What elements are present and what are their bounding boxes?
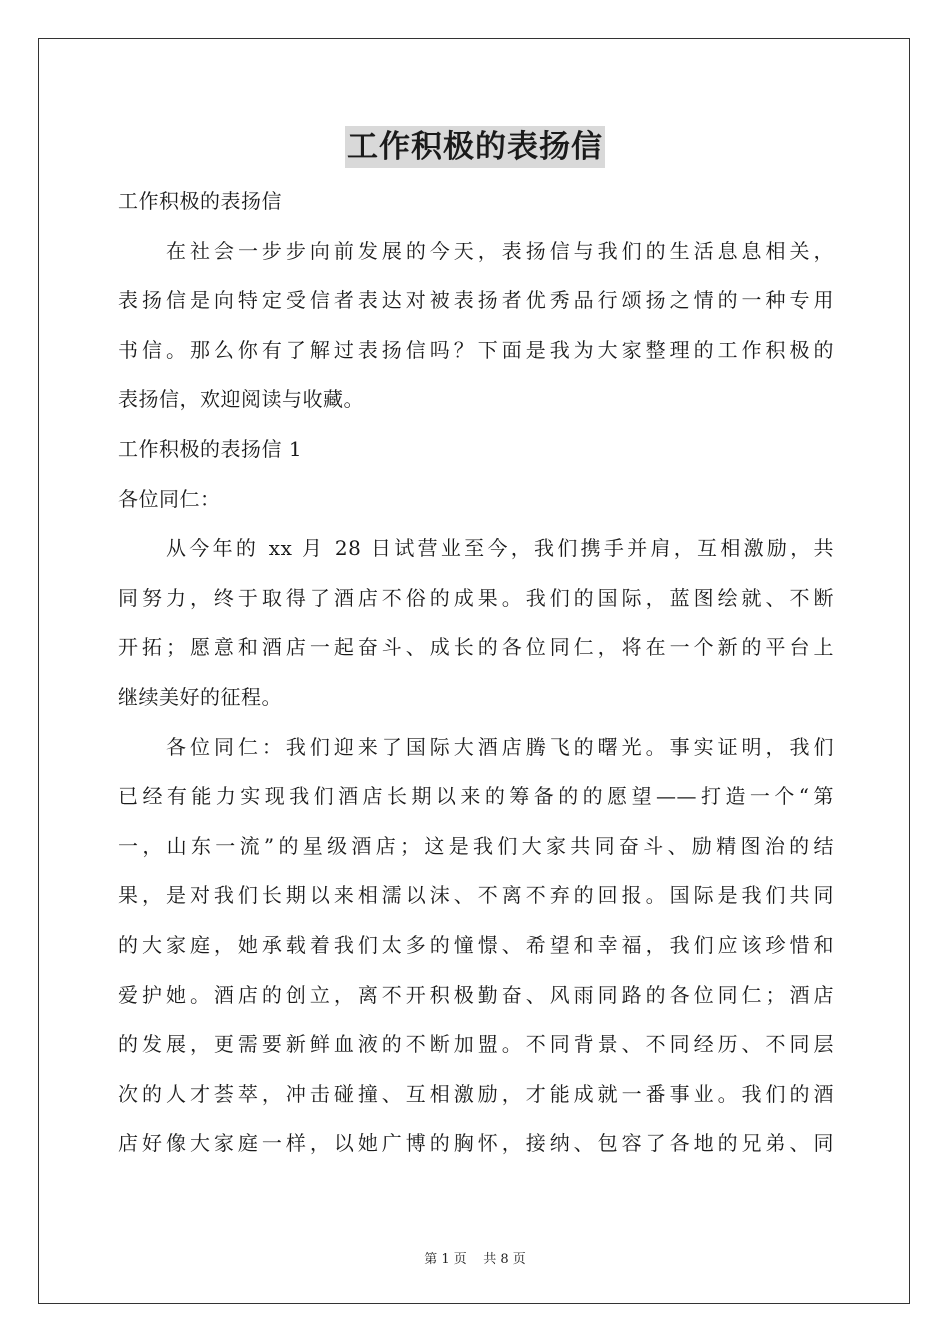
text-line: 开拓；愿意和酒店一起奋斗、成长的各位同仁，将在一个新的平台上 [118,635,834,660]
text-line: 表扬信是向特定受信者表达对被表扬者优秀品行颂扬之情的一种专用 [118,288,834,313]
text-line: 从今年的 xx 月 28 日试营业至今，我们携手并肩，互相激励，共 [166,536,834,561]
text-line: 店好像大家庭一样，以她广博的胸怀，接纳、包容了各地的兄弟、同 [118,1131,834,1156]
text-line: 各位同仁： [118,486,221,511]
page-footer: 第 1 页 共 8 页 [424,1252,526,1267]
text-line: 次的人才荟萃，冲击碰撞、互相激励，才能成就一番事业。我们的酒 [118,1081,834,1106]
document-body [118,177,834,1169]
text-line: 的发展，更需要新鲜血液的不断加盟。不同背景、不同经历、不同层 [118,1032,834,1057]
document-title: 工作积极的表扬信 [345,126,605,168]
text-line: 在社会一步步向前发展的今天，表扬信与我们的生活息息相关， [166,238,834,263]
text-line: 果，是对我们长期以来相濡以沫、不离不弃的回报。国际是我们共同 [118,883,834,908]
text-line: 继续美好的征程。 [118,684,282,709]
text-line: 同努力，终于取得了酒店不俗的成果。我们的国际，蓝图绘就、不断 [118,585,834,610]
text-line: 表扬信，欢迎阅读与收藏。 [118,387,364,412]
text-line: 爱护她。酒店的创立，离不开积极勤奋、风雨同路的各位同仁；酒店 [118,982,834,1007]
text-line: 的大家庭，她承载着我们太多的憧憬、希望和幸福，我们应该珍惜和 [118,932,834,957]
text-line: 一，山东一流”的星级酒店；这是我们大家共同奋斗、励精图治的结 [118,833,834,858]
text-line: 已经有能力实现我们酒店长期以来的筹备的的愿望——打造一个“第 [118,784,834,809]
title-container [0,126,950,168]
text-line: 工作积极的表扬信 [118,189,282,213]
text-line: 书信。那么你有了解过表扬信吗？下面是我为大家整理的工作积极的 [118,337,834,362]
text-line: 各位同仁：我们迎来了国际大酒店腾飞的曙光。事实证明，我们 [166,734,834,759]
text-line: 工作积极的表扬信 1 [118,436,303,461]
